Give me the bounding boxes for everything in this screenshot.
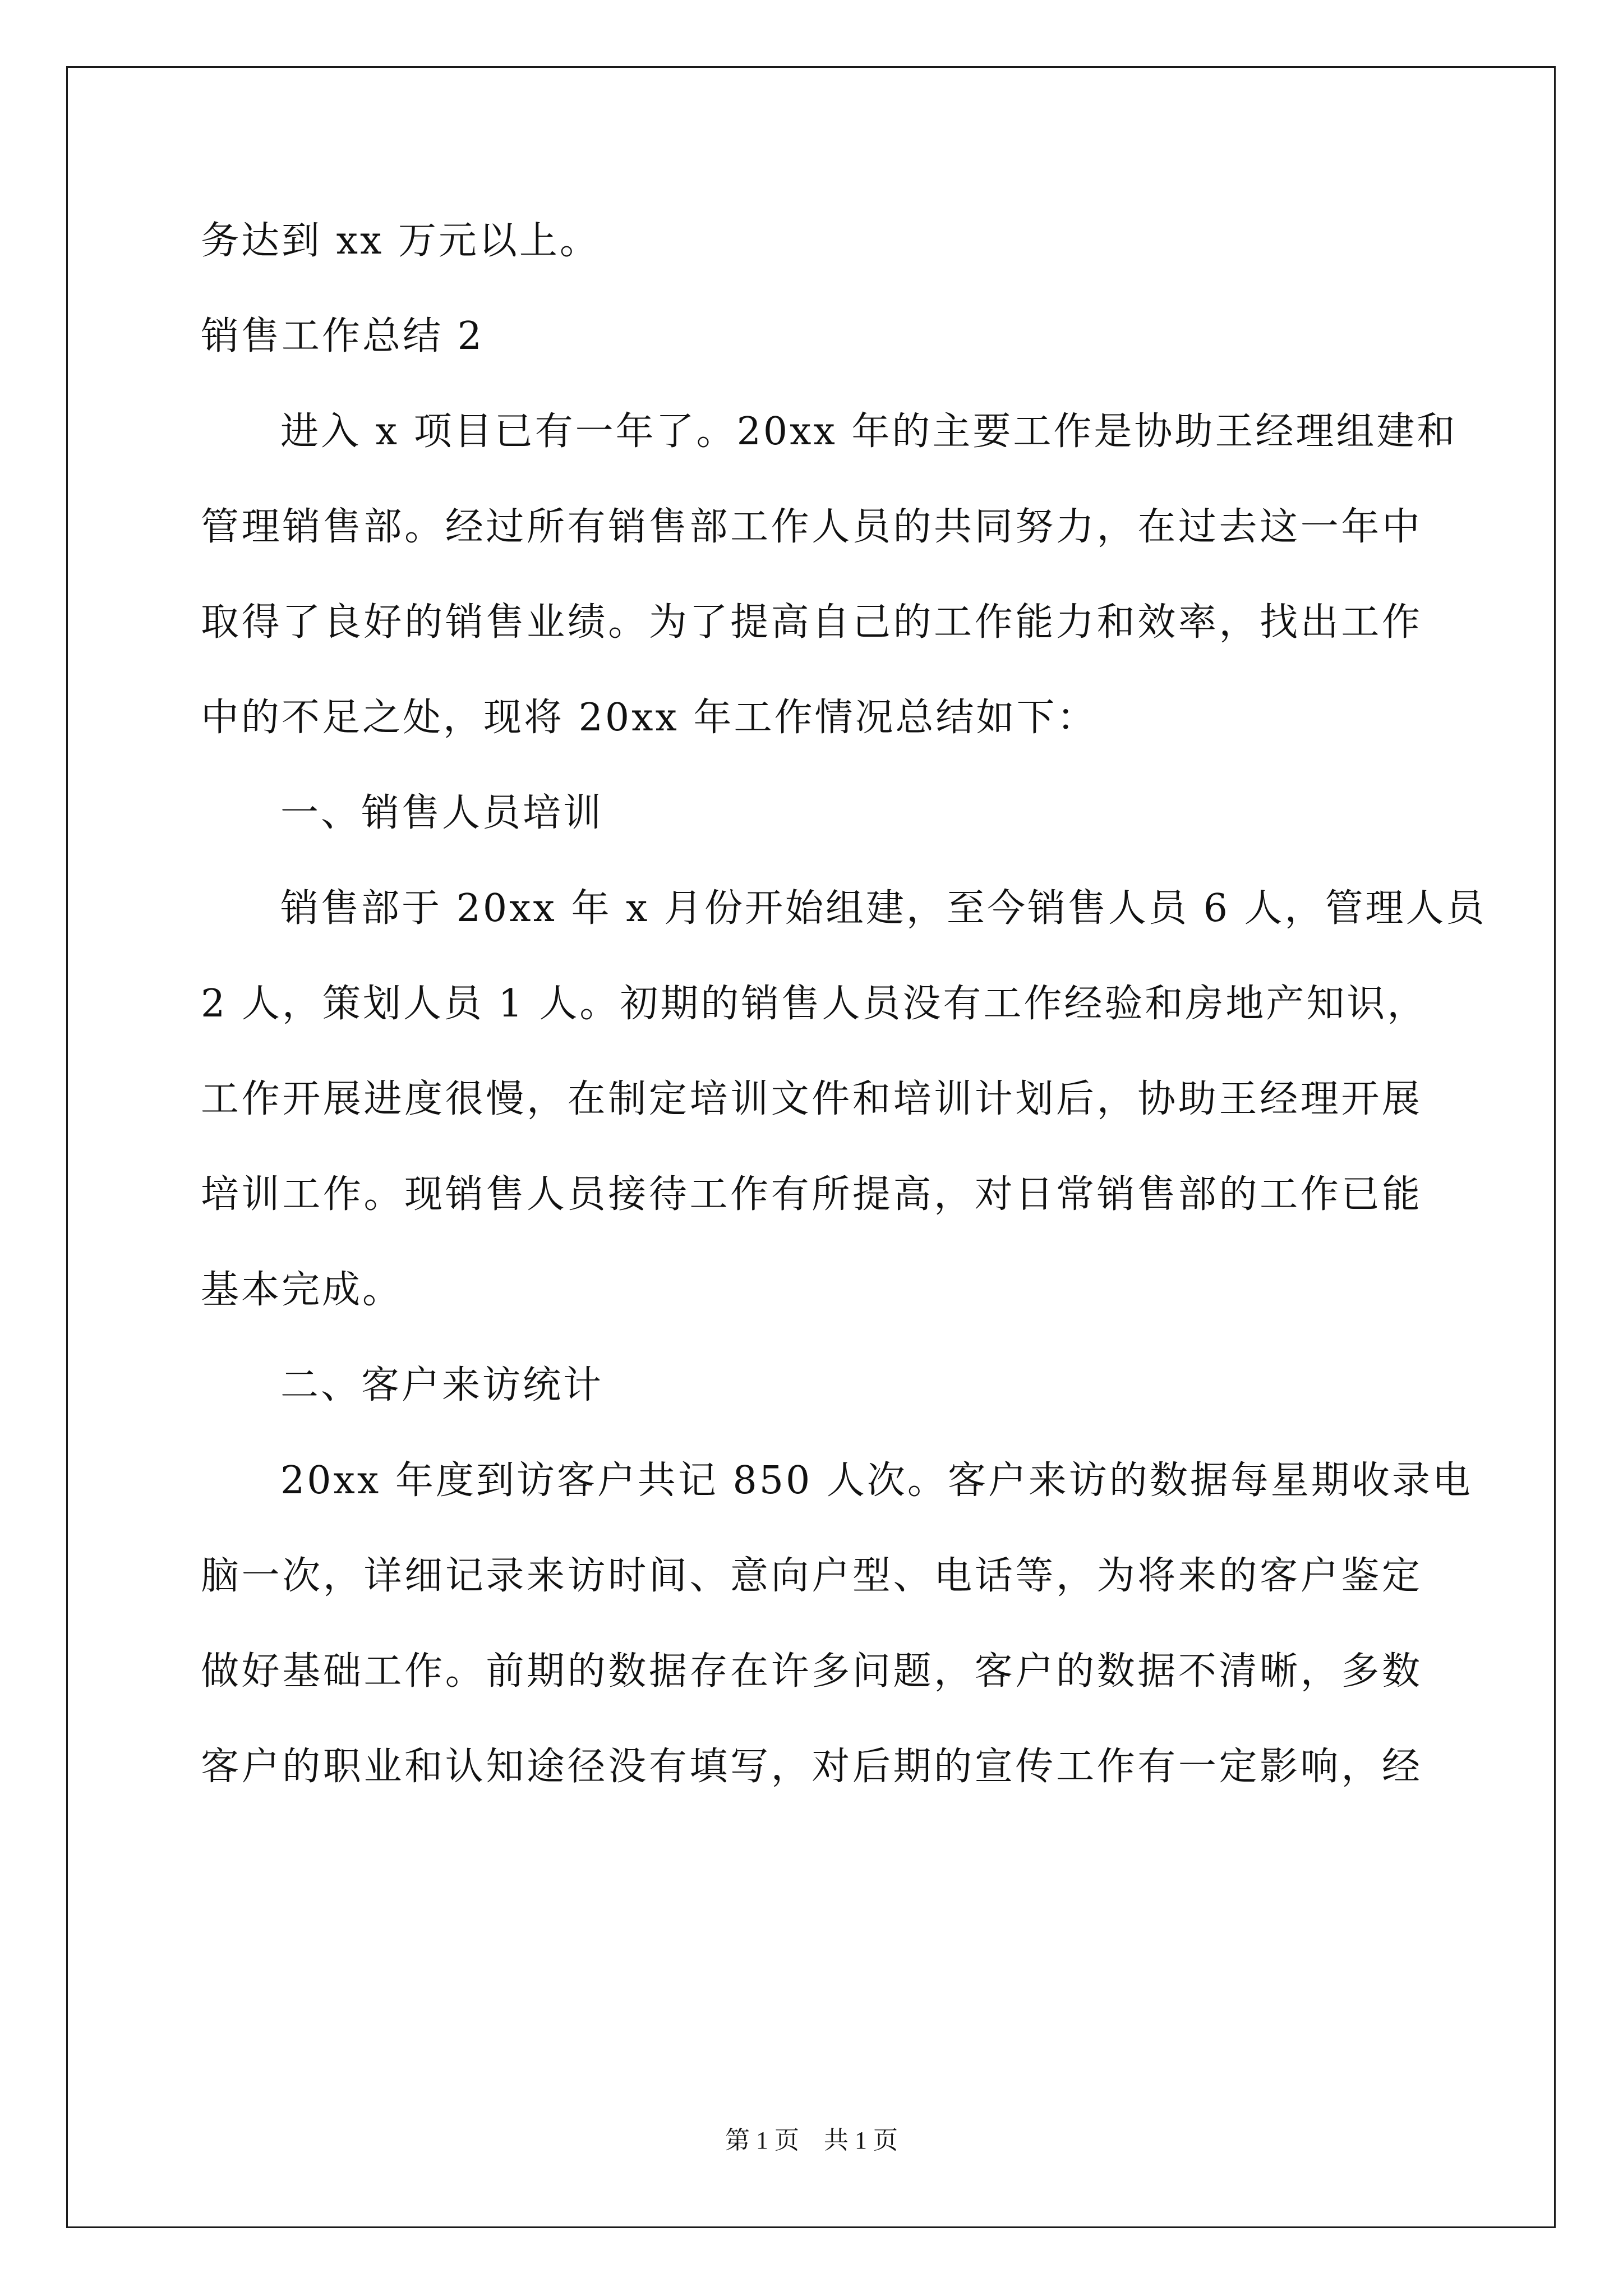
paragraph-line: 进入 x 项目已有一年了。20xx 年的主要工作是协助王经理组建和 [280,409,1458,454]
text-line: 务达到 xx 万元以上。 [201,219,600,263]
paragraph-line: 基本完成。 [201,1268,403,1312]
paragraph-line: 脑一次，详细记录来访时间、意向户型、电话等，为将来的客户鉴定 [201,1554,1422,1598]
subsection-heading: 二、客户来访统计 [280,1363,604,1407]
paragraph-line: 2 人，策划人员 1 人。初期的销售人员没有工作经验和房地产知识， [201,982,1428,1026]
section-title: 销售工作总结 2 [201,314,484,358]
page-number: 第 1 页 共 1 页 [725,2127,898,2154]
paragraph-line: 管理销售部。经过所有销售部工作人员的共同努力，在过去这一年中 [201,505,1422,549]
paragraph-line: 中的不足之处，现将 20xx 年工作情况总结如下： [201,696,1098,740]
subsection-heading: 一、销售人员培训 [280,791,604,835]
paragraph-line: 培训工作。现销售人员接待工作有所提高，对日常销售部的工作已能 [201,1172,1422,1217]
paragraph-line: 取得了良好的销售业绩。为了提高自己的工作能力和效率，找出工作 [201,600,1422,645]
paragraph-line: 做好基础工作。前期的数据存在许多问题，客户的数据不清晰，多数 [201,1649,1422,1694]
page-border [66,66,1556,2228]
paragraph-line: 销售部于 20xx 年 x 月份开始组建，至今销售人员 6 人，管理人员 [280,886,1487,931]
paragraph-line: 客户的职业和认知途径没有填写，对后期的宣传工作有一定影响，经 [201,1745,1422,1789]
paragraph-line: 20xx 年度到访客户共记 850 人次。客户来访的数据每星期收录电 [280,1458,1473,1503]
paragraph-line: 工作开展进度很慢，在制定培训文件和培训计划后，协助王经理开展 [201,1077,1422,1121]
